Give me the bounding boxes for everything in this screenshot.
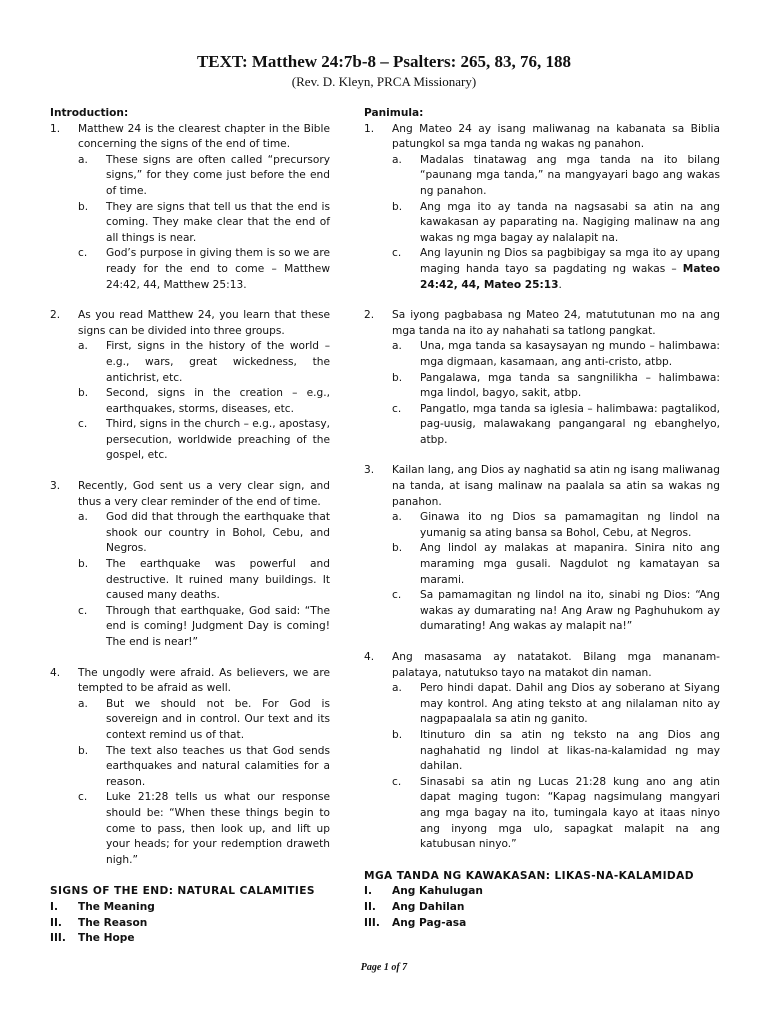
sub-letter: b.: [392, 200, 403, 213]
sub-item: [78, 604, 330, 651]
sub-letter: b.: [392, 371, 403, 384]
sub-text: Third, signs in the church – e.g., apostasy, persecution, worldwide preaching of the gospel, etc.: [106, 418, 330, 462]
sub-letter: a.: [78, 511, 88, 524]
panimula-heading: Panimula:: [364, 107, 424, 119]
sub-letter: c.: [78, 418, 88, 431]
point-text: Ang Dahilan: [392, 900, 465, 913]
item-text: Matthew 24 is the clearest chapter in the Bible concerning the signs of the end of time.: [78, 122, 330, 151]
sub-item: [78, 153, 330, 200]
item-text: Recently, God sent us a very clear sign, and thus a very clear reminder of the end of time.: [78, 480, 330, 508]
sub-item: [78, 790, 330, 868]
point-numeral: III.: [364, 916, 380, 929]
sermon-point: [50, 931, 330, 947]
sub-item: [392, 728, 720, 775]
sub-text: The earthquake was powerful and destructive. It ruined many buildings. It caused many deaths.: [106, 558, 330, 602]
sub-letter: a.: [392, 340, 402, 353]
sub-text: They are signs that tell us that the end is coming. They make clear that the end of all things is near.: [106, 200, 330, 244]
sub-item: [392, 510, 720, 541]
sub-letter: c.: [78, 791, 88, 804]
page-subtitle: (Rev. D. Kleyn, PRCA Missionary): [291, 74, 477, 89]
point-text: The Reason: [78, 916, 148, 929]
sub-item: [78, 697, 330, 744]
item-number: 4.: [364, 651, 375, 663]
sub-letter: a.: [78, 340, 88, 353]
sub-text: Luke 21:28 tells us what our response should be: “When these things begin to come to pass, then look up, and lift up your heads; for your redemption draweth nigh.”: [106, 791, 330, 866]
sermon-point: [50, 916, 330, 932]
sub-item: [78, 246, 330, 293]
intro-item-1: [50, 122, 330, 294]
point-numeral: I.: [364, 885, 372, 898]
sub-text: First, signs in the history of the world – e.g., wars, great wickedness, the antichrist, etc.: [106, 340, 330, 384]
sub-letter: b.: [392, 542, 403, 555]
sub-item: [392, 402, 720, 449]
sub-text: Sa pamamagitan ng lindol na ito, sinabi ng Dios: “Ang wakas ay dumarating na! Ang Araw ng Paghuhukom ay dumarating! Ang wakas ay malapit na!”: [420, 589, 720, 633]
item-text: Kailan lang, ang Dios ay naghatid sa atin ng isang maliwanag na tanda, at isang malinaw na paalala sa atin sa wakas ng panahon.: [392, 464, 720, 508]
panimula-item-3: [364, 463, 720, 635]
sermon-points: [50, 900, 330, 947]
sub-item: [392, 775, 720, 853]
sub-text: Madalas tinatawag ang mga tanda na ito bilang “paunang mga tanda,” na mangyayari bago ang wakas ng panahon.: [420, 153, 720, 197]
sub-letter: c.: [392, 589, 402, 602]
sub-item: [78, 417, 330, 464]
point-text: The Meaning: [78, 900, 155, 913]
sub-text: Ang layunin ng Dios sa pagbibigay sa mga ito ay upang maging handa tayo sa pagdating ng wakas –: [420, 247, 720, 275]
page-number: Page 1 of 7: [360, 962, 408, 973]
sermon-point: [364, 900, 720, 916]
sub-text: Second, signs in the creation – e.g., earthquakes, storms, diseases, etc.: [106, 387, 330, 415]
item-number: 1.: [50, 122, 61, 135]
sub-text: Sinasabi sa atin ng Lucas 21:28 kung ano ang atin dapat maging tugon: “Kapag nagsimulang mangyari ang mga bagay na ito, tumingala kayo at itaas ninyo ang inyong mga ulo, sapagkat malapit na ang katubusan ninyo.”: [420, 775, 720, 851]
sub-text: These signs are often called “precursory signs,” for they come just before the end of time.: [106, 153, 330, 197]
sub-item: [78, 386, 330, 417]
item-number: 4.: [50, 666, 61, 679]
item-text: Sa iyong pagbabasa ng Mateo 24, matututunan mo na ang mga tanda na ito ay nahahati sa tatlong pangkat.: [392, 309, 720, 337]
sub-item: [78, 510, 330, 557]
item-number: 2.: [364, 309, 375, 322]
item-text: The ungodly were afraid. As believers, we are tempted to be afraid as well.: [78, 666, 330, 695]
sub-text: Ginawa ito ng Dios sa pamamagitan ng lindol na yumanig sa ating bansa sa Bohol, Cebu, at Negros.: [420, 511, 720, 539]
sub-letter: a.: [392, 511, 402, 524]
sub-letter: b.: [78, 200, 89, 213]
sub-item: [78, 557, 330, 604]
sub-letter: c.: [392, 402, 402, 415]
item-number: 1.: [364, 122, 375, 135]
introduction-heading: Introduction:: [50, 107, 129, 119]
item-number: 2.: [50, 309, 61, 322]
intro-item-2: [50, 308, 330, 464]
sub-text: Una, mga tanda sa kasaysayan ng mundo – halimbawa: mga digmaan, kasamaan, ang anti-cristo, atbp.: [420, 340, 720, 368]
point-text: The Hope: [78, 932, 135, 945]
panimula-item-1: [364, 122, 720, 294]
scripture-reference: Mateo 24:42, 44, Mateo 25:13: [420, 262, 720, 291]
item-text: As you read Matthew 24, you learn that these signs can be divided into three groups.: [78, 309, 330, 337]
sub-text: God did that through the earthquake that shook our country in Bohol, Cebu, and Negros.: [106, 511, 330, 555]
point-numeral: I.: [50, 900, 58, 913]
sub-item: [392, 246, 720, 293]
page-title: TEXT: Matthew 24:7b-8 – Psalters: 265, 83, 76, 188: [196, 52, 572, 71]
sermon-point: [364, 916, 720, 932]
sub-text: The text also teaches us that God sends earthquakes and natural calamities for a reason.: [106, 744, 330, 788]
section-title: SIGNS OF THE END: NATURAL CALAMITIES: [50, 885, 315, 898]
sub-item: [392, 588, 720, 635]
sermon-point: [364, 884, 720, 900]
sub-letter: b.: [392, 728, 403, 741]
sub-text: God’s purpose in giving them is so we are ready for the end to come – Matthew 24:42, 44, Matthew 25:13.: [106, 247, 330, 291]
intro-item-3: [50, 479, 330, 651]
item-text: Ang Mateo 24 ay isang maliwanag na kabanata sa Biblia patungkol sa mga tanda ng wakas ng panahon.: [392, 122, 720, 151]
sub-item: [78, 200, 330, 247]
sub-text: Ang mga ito ay tanda na nagsasabi sa atin na ang kawakasan ay paparating na. Nagiging malinaw na ang wakas ng mga bagay ay nalalapit na.: [420, 200, 720, 244]
section-title: MGA TANDA NG KAWAKASAN: LIKAS-NA-KALAMIDAD: [364, 869, 694, 882]
english-column: [50, 106, 330, 947]
item-number: 3.: [50, 480, 61, 493]
sub-letter: b.: [78, 744, 89, 757]
sub-item: [392, 371, 720, 402]
sub-text: Itinuturo din sa atin ng teksto na ang Dios ang naghahatid ng lindol at likas-na-kalamidad ng may dahilan.: [420, 728, 720, 773]
intro-item-4: [50, 666, 330, 869]
sub-item: [78, 744, 330, 791]
sub-letter: b.: [78, 558, 89, 571]
sub-letter: a.: [392, 153, 402, 166]
panimula-item-4: [364, 650, 720, 853]
sub-text: Pangalawa, mga tanda sa sangnilikha – halimbawa: mga lindol, bagyo, sakit, atbp.: [420, 371, 720, 400]
item-text: Ang masasama ay natatakot. Bilang mga mananam-palataya, natutukso tayo na matakot din naman.: [392, 651, 720, 679]
sub-item: [392, 200, 720, 247]
point-numeral: II.: [50, 916, 62, 929]
point-numeral: II.: [364, 900, 376, 913]
sub-letter: c.: [78, 247, 88, 260]
point-text: Ang Pag-asa: [392, 916, 467, 929]
sub-text: Pero hindi dapat. Dahil ang Dios ay soberano at Siyang may kontrol. Ang ating teksto at ang nilalaman nito ay nagpapaalala sa atin ng ganito.: [420, 682, 720, 726]
sub-text: Ang lindol ay malakas at mapanira. Sinira nito ang maraming mga gusali. Nagdulot ng kamatayan sa marami.: [420, 542, 720, 586]
sub-text: But we should not be. For God is sovereign and in control. Our text and its context remind us of that.: [106, 697, 330, 741]
sub-text: Through that earthquake, God said: “The end is coming! Judgment Day is coming! The end is near!”: [106, 604, 330, 648]
sub-letter: a.: [78, 697, 88, 710]
sub-text-end: .: [558, 278, 562, 291]
sub-text: Pangatlo, mga tanda sa iglesia – halimbawa: pagtalikod, pag-uusig, malawakang pangangaral ng ebanghelyo, atbp.: [420, 402, 720, 446]
sermon-point: [50, 900, 330, 916]
sub-letter: c.: [392, 247, 402, 260]
point-numeral: III.: [50, 932, 66, 945]
item-number: 3.: [364, 464, 375, 477]
sub-letter: b.: [78, 387, 89, 400]
sub-item: [392, 339, 720, 370]
sub-letter: a.: [78, 153, 88, 166]
sub-item: [78, 339, 330, 386]
sub-letter: c.: [392, 775, 402, 788]
sub-item: [392, 681, 720, 728]
point-text: Ang Kahulugan: [392, 885, 483, 898]
sermon-points: [364, 884, 720, 931]
sub-item: [392, 541, 720, 588]
sub-letter: a.: [392, 682, 402, 695]
panimula-item-2: [364, 308, 720, 448]
sub-letter: c.: [78, 604, 88, 617]
tagalog-column: [364, 106, 720, 931]
sub-item: [392, 153, 720, 200]
